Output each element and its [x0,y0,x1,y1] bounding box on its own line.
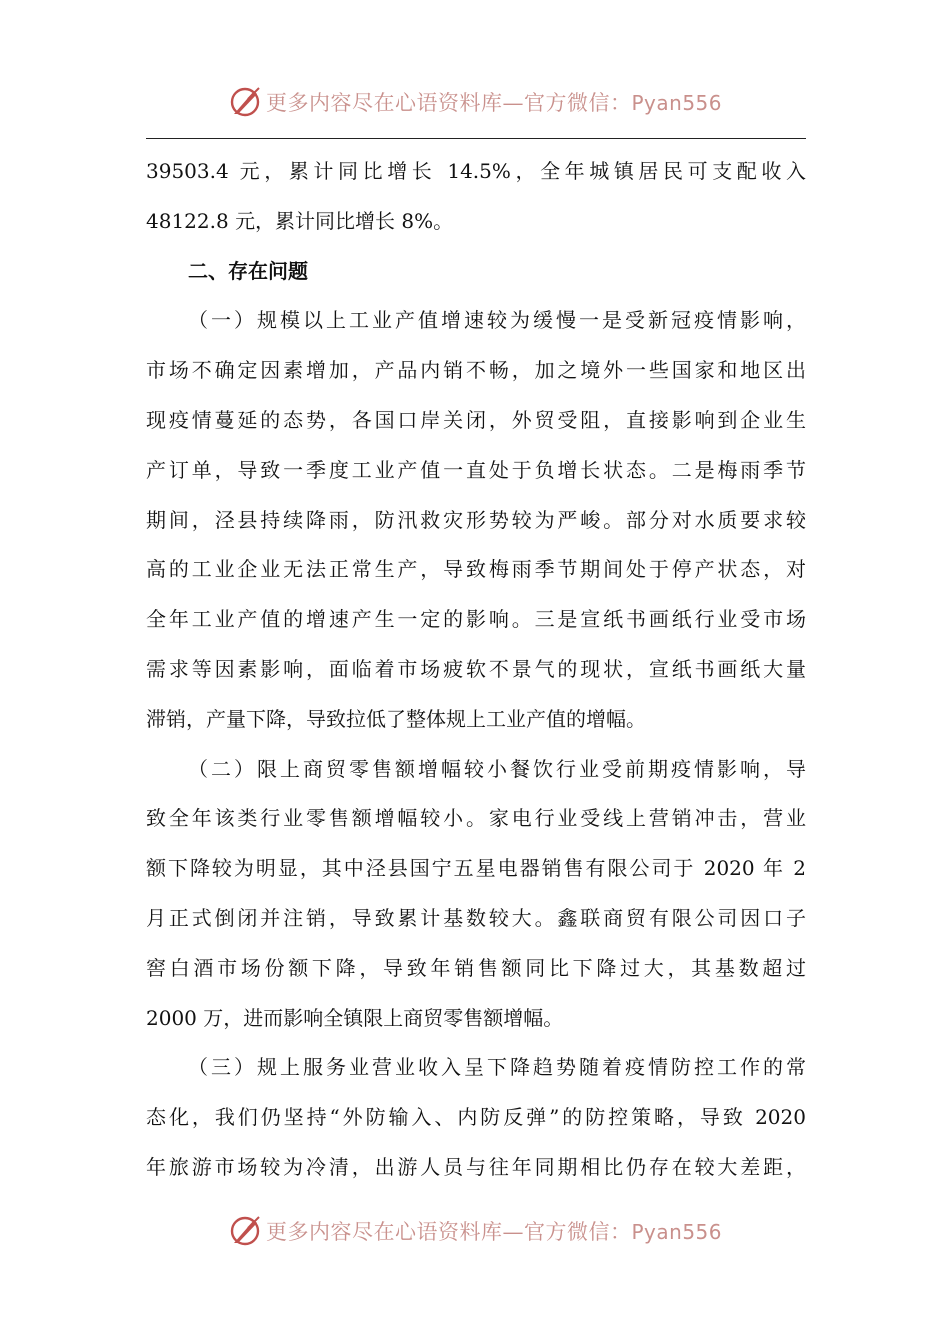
text-line: 月正式倒闭并注销，导致累计基数较大。鑫联商贸有限公司因口子 [146,905,806,930]
watermark-suffix: 官方微信： [523,1220,632,1244]
text-line: 年旅游市场较为冷清，出游人员与往年同期相比仍存在较大差距， [146,1154,806,1179]
footer-watermark [0,1211,950,1251]
watermark-text [266,1216,722,1246]
text-line: 期间，泾县持续降雨，防汛救灾形势较为严峻。部分对水质要求较 [146,507,806,532]
text-line: （三）规上服务业营业收入呈下降趋势随着疫情防控工作的常 [188,1055,806,1080]
text-line: 市场不确定因素增加，产品内销不畅，加之境外一些国家和地区出 [146,358,806,383]
text-line: 48122.8 元，累计同比增长 8%。 [146,208,454,233]
watermark-main: 更多内容尽在心语资料库 [265,91,503,115]
document-body [146,147,806,1193]
section-heading: 二、存在问题 [188,258,308,283]
header-watermark [0,82,950,122]
text-line: 全年工业产值的增速产生一定的影响。三是宣纸书画纸行业受市场 [146,607,806,632]
text-line: 额下降较为明显，其中泾县国宁五星电器销售有限公司于 2020 年 2 [146,856,806,881]
text-line: 39503.4 元，累计同比增长 14.5%，全年城镇居民可支配收入 [146,159,806,183]
watermark-wechat-id: Pyan556 [631,1220,722,1244]
watermark-suffix: 官方微信： [523,91,632,115]
watermark-dash: — [502,91,524,115]
text-line: 态化，我们仍坚持“外防输入、内防反弹”的防控策略，导致 2020 [146,1105,806,1130]
quill-logo-icon [228,85,262,119]
watermark-wechat-id: Pyan556 [631,91,722,115]
text-line: 产订单，导致一季度工业产值一直处于负增长状态。二是梅雨季节 [146,457,806,482]
text-line: 现疫情蔓延的态势，各国口岸关闭，外贸受阻，直接影响到企业生 [146,407,806,432]
watermark-main: 更多内容尽在心语资料库 [265,1220,503,1244]
text-line: 窖白酒市场份额下降，导致年销售额同比下降过大，其基数超过 [146,955,806,980]
text-line: 高的工业企业无法正常生产，导致梅雨季节期间处于停产状态，对 [146,557,806,582]
text-line: 滞销，产量下降，导致拉低了整体规上工业产值的增幅。 [146,706,646,731]
watermark-text [266,87,722,117]
watermark-dash: — [502,1220,524,1244]
text-line: 致全年该类行业零售额增幅较小。家电行业受线上营销冲击，营业 [146,806,806,831]
text-line: （二）限上商贸零售额增幅较小餐饮行业受前期疫情影响，导 [188,756,806,781]
header-divider [146,138,806,139]
text-line: 需求等因素影响，面临着市场疲软不景气的现状，宣纸书画纸大量 [146,656,806,681]
text-line: 2000 万，进而影响全镇限上商贸零售额增幅。 [146,1005,564,1030]
quill-logo-icon [228,1214,262,1248]
text-line: （一）规模以上工业产值增速较为缓慢一是受新冠疫情影响， [188,308,806,333]
